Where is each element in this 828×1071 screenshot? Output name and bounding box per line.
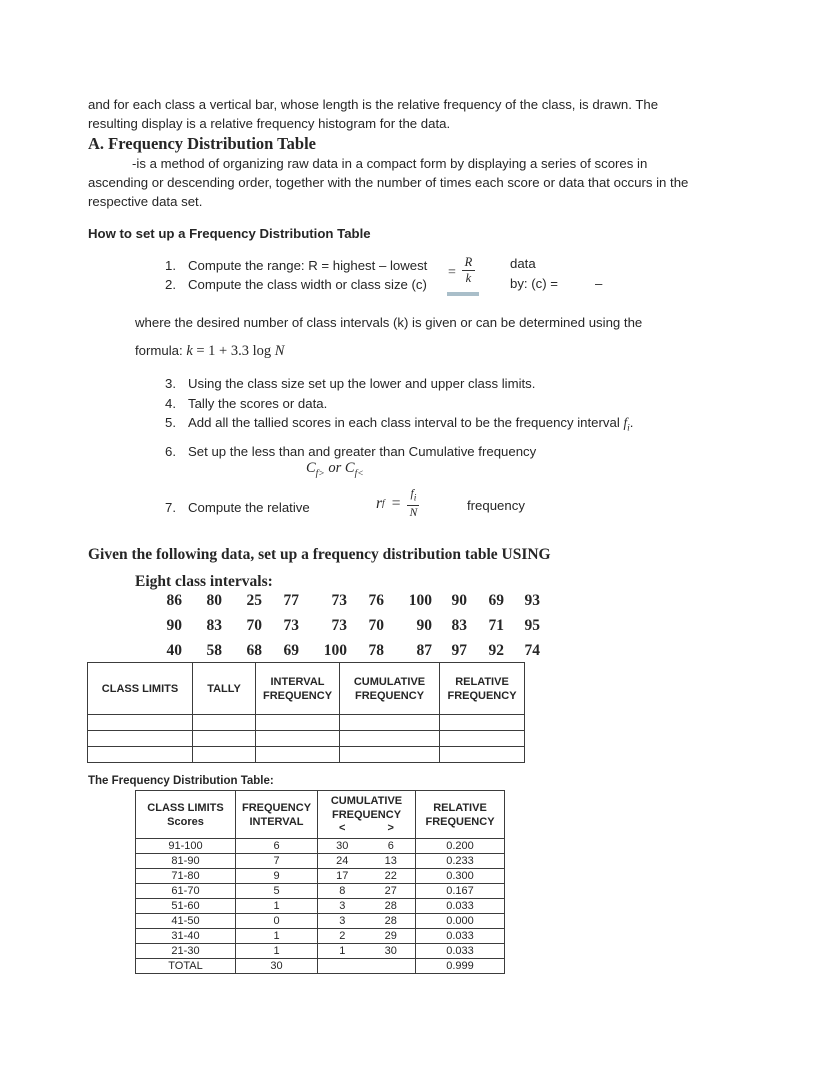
where-paragraph: where the desired number of class intervals (k) is given or can be determined using the bbox=[135, 315, 643, 330]
data-value: 83 bbox=[451, 617, 467, 634]
blank-header-tally: TALLY bbox=[193, 663, 256, 715]
cumulative-cell: 8 27 bbox=[318, 884, 416, 899]
intro-paragraph bbox=[88, 95, 778, 133]
class-width-formula bbox=[448, 256, 475, 285]
table-row bbox=[136, 929, 505, 944]
table-row bbox=[136, 854, 505, 869]
data-value: 25 bbox=[246, 592, 262, 609]
formula-k-label: formula: bbox=[135, 343, 187, 358]
relative-cell: 0.033 bbox=[416, 899, 505, 914]
cf-or: or bbox=[324, 460, 345, 476]
blank-table-row bbox=[88, 731, 525, 747]
empty-cell bbox=[88, 747, 193, 763]
side-dash: – bbox=[595, 276, 603, 291]
fraction-denominator: k bbox=[465, 271, 472, 285]
class-limits-cell: 61-70 bbox=[136, 884, 236, 899]
empty-cell bbox=[256, 747, 340, 763]
relative-cell: 0.200 bbox=[416, 839, 505, 854]
rf-fraction-bar bbox=[407, 505, 419, 506]
fraction-numerator: R bbox=[464, 255, 473, 269]
step-1-text: Compute the range: R = highest – lowest bbox=[188, 258, 428, 273]
data-value: 73 bbox=[331, 617, 347, 634]
table-row bbox=[136, 944, 505, 959]
cumulative-cell: 3 28 bbox=[318, 899, 416, 914]
empty-cell bbox=[340, 731, 440, 747]
data-value: 93 bbox=[524, 592, 540, 609]
step-5-f-subscript: i bbox=[627, 423, 630, 434]
cumulative-cell: 1 30 bbox=[318, 944, 416, 959]
step-3 bbox=[165, 374, 535, 393]
less-than-symbol: < bbox=[339, 822, 346, 834]
data-value: 78 bbox=[368, 642, 384, 659]
frequency-cell: 0 bbox=[236, 914, 318, 929]
empty-cell bbox=[193, 715, 256, 731]
empty-cell bbox=[340, 747, 440, 763]
empty-cell bbox=[440, 731, 525, 747]
eight-class-intervals-label: Eight class intervals: bbox=[135, 573, 273, 590]
data-value: 77 bbox=[283, 592, 299, 609]
equals-sign: = bbox=[448, 264, 456, 280]
rf-var-subscript: f bbox=[382, 498, 385, 509]
blank-table-row bbox=[88, 715, 525, 731]
table-row bbox=[136, 884, 505, 899]
empty-cell bbox=[88, 731, 193, 747]
formula-k-var: k bbox=[186, 343, 193, 359]
empty-cell bbox=[193, 747, 256, 763]
cf-sub2: f< bbox=[354, 468, 364, 479]
empty-cell bbox=[193, 731, 256, 747]
step-2 bbox=[165, 275, 427, 294]
rf-fraction-denominator: N bbox=[409, 507, 418, 520]
step-2-text: Compute the class width or class size (c) bbox=[188, 277, 427, 292]
data-value: 86 bbox=[166, 592, 182, 609]
cumulative-cell: 2 29 bbox=[318, 929, 416, 944]
frequency-distribution-table bbox=[135, 790, 505, 974]
frequency-cell: 1 bbox=[236, 944, 318, 959]
section-a-line-3: respective data set. bbox=[88, 194, 203, 209]
table-total-row bbox=[136, 959, 505, 974]
greater-than-symbol: > bbox=[387, 822, 394, 834]
class-limits-cell: 31-40 bbox=[136, 929, 236, 944]
rf-equals: = bbox=[391, 494, 401, 512]
data-value: 58 bbox=[206, 642, 222, 659]
blank-header-cumulative-frequency: CUMULATIVE FREQUENCY bbox=[340, 663, 440, 715]
fi-over-n-fraction bbox=[407, 488, 419, 519]
empty-cell bbox=[256, 715, 340, 731]
side-text-data: data bbox=[510, 256, 536, 271]
data-value: 100 bbox=[323, 642, 347, 659]
step-7 bbox=[165, 498, 310, 517]
cumulative-cell bbox=[318, 959, 416, 974]
frequency-cell: 30 bbox=[236, 959, 318, 974]
raw-data-grid bbox=[158, 592, 540, 667]
relative-cell: 0.233 bbox=[416, 854, 505, 869]
data-value: 90 bbox=[416, 617, 432, 634]
cumulative-cell: 24 13 bbox=[318, 854, 416, 869]
relative-cell: 0.999 bbox=[416, 959, 505, 974]
class-limits-cell: 41-50 bbox=[136, 914, 236, 929]
empty-cell bbox=[440, 747, 525, 763]
rf-var: r bbox=[376, 494, 383, 512]
blue-underline-mark bbox=[447, 292, 479, 296]
relative-frequency-formula bbox=[376, 488, 419, 519]
step-3-number: 3. bbox=[165, 376, 176, 391]
step-4-number: 4. bbox=[165, 396, 176, 411]
blank-table-header-row bbox=[88, 663, 525, 715]
step-5-number: 5. bbox=[165, 415, 176, 430]
class-limits-cell: 51-60 bbox=[136, 899, 236, 914]
step-5-f-symbol: f bbox=[623, 415, 628, 430]
frequency-cell: 1 bbox=[236, 899, 318, 914]
step-7-number: 7. bbox=[165, 500, 176, 515]
step-5-period: . bbox=[629, 415, 634, 430]
section-a-heading: A. Frequency Distribution Table bbox=[88, 134, 316, 153]
header-relative-frequency: RELATIVE FREQUENCY bbox=[416, 791, 505, 839]
data-value: 90 bbox=[166, 617, 182, 634]
step-6-number: 6. bbox=[165, 444, 176, 459]
data-value: 87 bbox=[416, 642, 432, 659]
relative-cell: 0.167 bbox=[416, 884, 505, 899]
howto-heading: How to set up a Frequency Distribution Table bbox=[88, 226, 371, 241]
filled-table-header-row bbox=[136, 791, 505, 839]
class-limits-cell: TOTAL bbox=[136, 959, 236, 974]
data-value: 100 bbox=[408, 592, 432, 609]
blank-table-row bbox=[88, 747, 525, 763]
given-data-heading: Given the following data, set up a frequency distribution table USING bbox=[88, 546, 551, 563]
blank-header-interval-frequency: INTERVAL FREQUENCY bbox=[256, 663, 340, 715]
data-value: 83 bbox=[206, 617, 222, 634]
data-value: 69 bbox=[283, 642, 299, 659]
cumulative-cell: 3 28 bbox=[318, 914, 416, 929]
relative-cell: 0.000 bbox=[416, 914, 505, 929]
class-limits-cell: 81-90 bbox=[136, 854, 236, 869]
relative-cell: 0.300 bbox=[416, 869, 505, 884]
data-value: 76 bbox=[368, 592, 384, 609]
table-row bbox=[136, 839, 505, 854]
step-6-text: Set up the less than and greater than Cumulative frequency bbox=[188, 444, 537, 459]
class-limits-cell: 21-30 bbox=[136, 944, 236, 959]
data-value: 69 bbox=[488, 592, 504, 609]
rf-fraction-numerator: $f_i$ bbox=[410, 488, 417, 504]
table-row bbox=[136, 914, 505, 929]
frequency-cell: 6 bbox=[236, 839, 318, 854]
class-limits-cell: 71-80 bbox=[136, 869, 236, 884]
frequency-cell: 1 bbox=[236, 929, 318, 944]
blank-frequency-table bbox=[87, 662, 525, 763]
formula-k-n: N bbox=[274, 343, 285, 359]
data-value: 70 bbox=[246, 617, 262, 634]
formula-k-line bbox=[135, 343, 284, 360]
empty-cell bbox=[88, 715, 193, 731]
section-a-line-2: ascending or descending order, together with the number of times each score or data that occurs in the bbox=[88, 175, 689, 190]
filled-table-title: The Frequency Distribution Table: bbox=[88, 775, 274, 787]
formula-k-mid: = 1 + 3.3 log bbox=[192, 343, 275, 359]
frequency-cell: 7 bbox=[236, 854, 318, 869]
step-3-text: Using the class size set up the lower and upper class limits. bbox=[188, 376, 536, 391]
data-value: 74 bbox=[524, 642, 540, 659]
cumulative-cell: 30 6 bbox=[318, 839, 416, 854]
step-1 bbox=[165, 256, 427, 275]
section-a-body bbox=[88, 154, 778, 211]
blank-header-class-limits: CLASS LIMITS bbox=[88, 663, 193, 715]
header-cumulative-frequency: CUMULATIVE FREQUENCY < > bbox=[318, 791, 416, 839]
cumulative-cell: 17 22 bbox=[318, 869, 416, 884]
cf-sub1: f> bbox=[315, 468, 325, 479]
relative-cell: 0.033 bbox=[416, 944, 505, 959]
step-4 bbox=[165, 394, 327, 413]
section-a-line-1: -is a method of organizing raw data in a compact form by displaying a series of scores in bbox=[132, 156, 648, 171]
step-7-text: Compute the relative bbox=[188, 500, 310, 515]
data-value: 97 bbox=[451, 642, 467, 659]
step-7-tail-word: frequency bbox=[467, 498, 525, 513]
r-over-k-fraction bbox=[462, 256, 475, 285]
step-5 bbox=[165, 413, 633, 439]
intro-line-1: and for each class a vertical bar, whose length is the relative frequency of the class, is drawn. The bbox=[88, 97, 659, 112]
data-value: 40 bbox=[166, 642, 182, 659]
empty-cell bbox=[256, 731, 340, 747]
step-2-number: 2. bbox=[165, 277, 176, 292]
data-value: 73 bbox=[331, 592, 347, 609]
empty-cell bbox=[340, 715, 440, 731]
step-4-text: Tally the scores or data. bbox=[188, 396, 328, 411]
data-value: 80 bbox=[206, 592, 222, 609]
frequency-cell: 9 bbox=[236, 869, 318, 884]
data-value: 92 bbox=[488, 642, 504, 659]
header-frequency-interval: FREQUENCY INTERVAL bbox=[236, 791, 318, 839]
intro-line-2: resulting display is a relative frequency histogram for the data. bbox=[88, 116, 451, 131]
data-value: 73 bbox=[283, 617, 299, 634]
header-class-limits-scores: CLASS LIMITS Scores bbox=[136, 791, 236, 839]
frequency-cell: 5 bbox=[236, 884, 318, 899]
data-value: 70 bbox=[368, 617, 384, 634]
cf-c2: C bbox=[344, 460, 355, 476]
empty-cell bbox=[440, 715, 525, 731]
step-1-number: 1. bbox=[165, 258, 176, 273]
blank-header-relative-frequency: RELATIVE FREQUENCY bbox=[440, 663, 525, 715]
data-value: 71 bbox=[488, 617, 504, 634]
data-value: 95 bbox=[524, 617, 540, 634]
data-value: 90 bbox=[451, 592, 467, 609]
data-value: 68 bbox=[246, 642, 262, 659]
table-row bbox=[136, 899, 505, 914]
relative-cell: 0.033 bbox=[416, 929, 505, 944]
cf-c1: C bbox=[306, 460, 316, 476]
step-6 bbox=[165, 442, 536, 461]
cumulative-subheaders bbox=[318, 822, 415, 835]
step-5-text: Add all the tallied scores in each class interval to be the frequency interval bbox=[188, 415, 624, 430]
class-limits-cell: 91-100 bbox=[136, 839, 236, 854]
cumulative-frequency-notation bbox=[306, 460, 364, 479]
side-text-by-c: by: (c) = bbox=[510, 276, 558, 291]
table-row bbox=[136, 869, 505, 884]
